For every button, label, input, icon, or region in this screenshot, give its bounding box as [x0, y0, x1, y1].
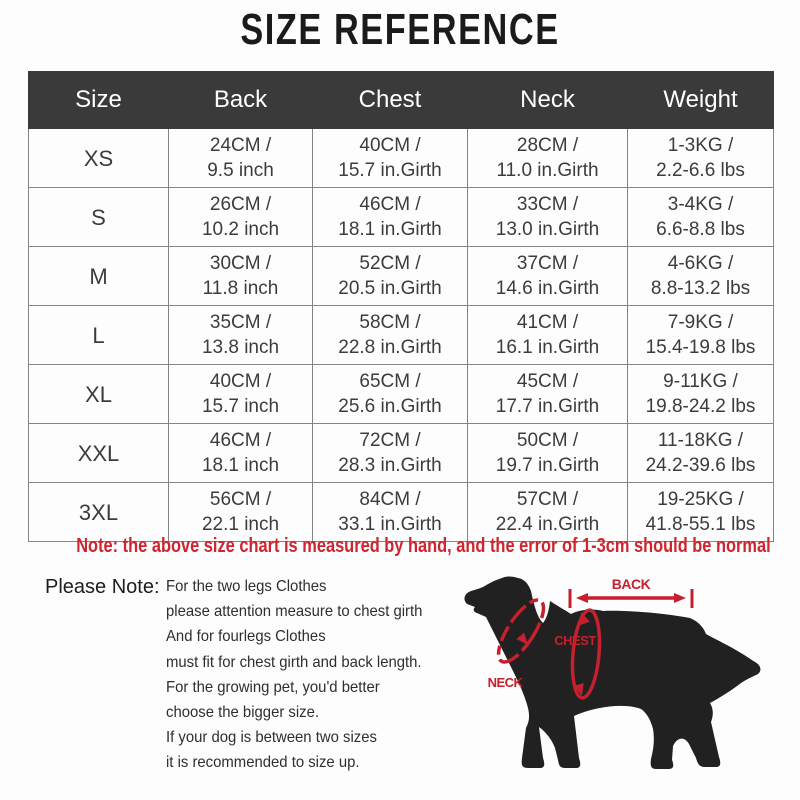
please-note-line: choose the bigger size. — [166, 704, 320, 722]
chest-cell — [313, 424, 468, 483]
weight-cell — [628, 424, 774, 483]
cell-line: 11-18KG / — [657, 430, 744, 451]
cell-line: 56CM / — [209, 489, 272, 510]
cell-line: 19.8-24.2 lbs — [645, 396, 756, 417]
size-cell: XL — [29, 365, 169, 424]
please-note-line: must fit for chest girth and back length. — [166, 653, 422, 671]
cell-line: 52CM / — [359, 253, 421, 274]
size-cell: M — [29, 247, 169, 306]
cell-line: 41CM / — [516, 312, 579, 333]
cell-line: 65CM / — [359, 371, 421, 392]
cell-line: 14.6 in.Girth — [495, 278, 600, 299]
chest-cell — [313, 306, 468, 365]
neck-cell — [468, 188, 628, 247]
cell-line: 40CM / — [359, 135, 421, 156]
table-row — [29, 306, 774, 365]
please-note-line: it is recommended to size up. — [166, 754, 360, 772]
cell-line: 13.0 in.Girth — [495, 219, 600, 240]
size-cell: S — [29, 188, 169, 247]
arrow-left-icon — [576, 593, 588, 603]
col-header-weight: Weight — [628, 72, 774, 129]
cell-line: 4-6KG / — [667, 253, 734, 274]
cell-line: 2.2-6.6 lbs — [656, 160, 745, 181]
neck-cell — [468, 247, 628, 306]
chest-cell — [313, 188, 468, 247]
please-note-line: And for fourlegs Clothes — [166, 628, 326, 646]
back-label: BACK — [611, 576, 651, 592]
cell-line: 46CM / — [209, 430, 272, 451]
please-note-line: If your dog is between two sizes — [166, 729, 377, 747]
back-cell — [169, 129, 313, 188]
cell-line: 22.1 inch — [201, 514, 280, 535]
cell-line: 8.8-13.2 lbs — [650, 278, 751, 299]
weight-cell — [628, 306, 774, 365]
arrow-right-icon — [674, 593, 686, 603]
chest-cell — [313, 129, 468, 188]
col-header-neck: Neck — [468, 72, 628, 129]
chest-label: CHEST — [554, 633, 596, 648]
col-header-chest: Chest — [313, 72, 468, 129]
cell-line: 1-3KG / — [667, 135, 734, 156]
dog-silhouette-image — [464, 577, 760, 770]
cell-line: 46CM / — [359, 194, 421, 215]
cell-line: 22.4 in.Girth — [495, 514, 600, 535]
cell-line: 18.1 in.Girth — [338, 219, 442, 240]
measurement-error-note — [0, 535, 800, 558]
cell-line: 28CM / — [516, 135, 579, 156]
size-table — [28, 71, 774, 542]
cell-line: 33CM / — [516, 194, 579, 215]
back-cell — [169, 306, 313, 365]
table-row — [29, 424, 774, 483]
please-note-line: please attention measure to chest girth — [166, 603, 423, 621]
table-row — [29, 365, 774, 424]
cell-line: 84CM / — [359, 489, 421, 510]
cell-line: 10.2 inch — [201, 219, 280, 240]
cell-line: 24.2-39.6 lbs — [645, 455, 756, 476]
weight-cell — [628, 129, 774, 188]
neck-cell — [468, 365, 628, 424]
back-cell — [169, 188, 313, 247]
col-header-back: Back — [169, 72, 313, 129]
cell-line: 50CM / — [516, 430, 579, 451]
weight-cell — [628, 247, 774, 306]
cell-line: 13.8 inch — [201, 337, 280, 358]
table-row — [29, 483, 774, 542]
cell-line: 15.4-19.8 lbs — [645, 337, 756, 358]
back-cell — [169, 247, 313, 306]
please-note-line: For the two legs Clothes — [166, 578, 327, 595]
cell-line: 19-25KG / — [657, 489, 744, 510]
size-cell: XS — [29, 129, 169, 188]
cell-line: 15.7 inch — [201, 396, 280, 417]
neck-cell — [468, 306, 628, 365]
cell-line: 57CM / — [516, 489, 579, 510]
cell-line: 20.5 in.Girth — [338, 278, 442, 299]
chest-cell — [313, 247, 468, 306]
cell-line: 35CM / — [209, 312, 272, 333]
back-cell — [169, 424, 313, 483]
weight-cell — [628, 483, 774, 542]
table-row — [29, 247, 774, 306]
measurement-error-note-text: Note: the above size chart is measured by hand, and the error of 1-3cm should be normal — [76, 535, 771, 557]
neck-cell — [468, 424, 628, 483]
cell-line: 11.0 in.Girth — [496, 160, 599, 181]
cell-line: 37CM / — [516, 253, 579, 274]
cell-line: 22.8 in.Girth — [338, 337, 442, 358]
cell-line: 17.7 in.Girth — [495, 396, 600, 417]
cell-line: 58CM / — [359, 312, 421, 333]
cell-line: 9.5 inch — [207, 160, 274, 181]
cell-line: 40CM / — [209, 371, 272, 392]
cell-line: 15.7 in.Girth — [338, 160, 442, 181]
col-header-size: Size — [29, 72, 169, 129]
cell-line: 18.1 inch — [201, 455, 280, 476]
cell-line: 30CM / — [209, 253, 272, 274]
chest-cell — [313, 365, 468, 424]
neck-cell — [468, 129, 628, 188]
please-note-line: For the growing pet, you'd better — [166, 678, 380, 696]
cell-line: 41.8-55.1 lbs — [645, 514, 756, 535]
cell-line: 26CM / — [209, 194, 272, 215]
cell-line: 28.3 in.Girth — [338, 455, 442, 476]
please-note-text — [166, 574, 422, 776]
cell-line: 3-4KG / — [667, 194, 734, 215]
cell-line: 45CM / — [516, 371, 579, 392]
size-cell: L — [29, 306, 169, 365]
neck-cell — [468, 483, 628, 542]
cell-line: 7-9KG / — [667, 312, 734, 333]
size-cell: 3XL — [29, 483, 169, 542]
weight-cell — [628, 188, 774, 247]
cell-line: 72CM / — [359, 430, 421, 451]
cell-line: 11.8 inch — [202, 278, 279, 299]
back-cell — [169, 483, 313, 542]
table-row — [29, 188, 774, 247]
cell-line: 24CM / — [209, 135, 272, 156]
table-header-row — [29, 72, 774, 129]
please-note-label: Please Note: — [45, 576, 160, 598]
cell-line: 33.1 in.Girth — [338, 514, 442, 535]
size-cell: XXL — [29, 424, 169, 483]
cell-line: 25.6 in.Girth — [338, 396, 442, 417]
back-cell — [169, 365, 313, 424]
cell-line: 16.1 in.Girth — [495, 337, 600, 358]
chest-cell — [313, 483, 468, 542]
back-measure-annotation — [570, 576, 692, 608]
cell-line: 9-11KG / — [663, 371, 738, 392]
cell-line: 19.7 in.Girth — [495, 455, 600, 476]
cell-line: 6.6-8.8 lbs — [656, 219, 745, 240]
dog-measurement-diagram — [460, 565, 790, 795]
neck-label: NECK — [487, 675, 523, 690]
table-row — [29, 129, 774, 188]
weight-cell — [628, 365, 774, 424]
page-title: SIZE REFERENCE — [240, 5, 560, 54]
